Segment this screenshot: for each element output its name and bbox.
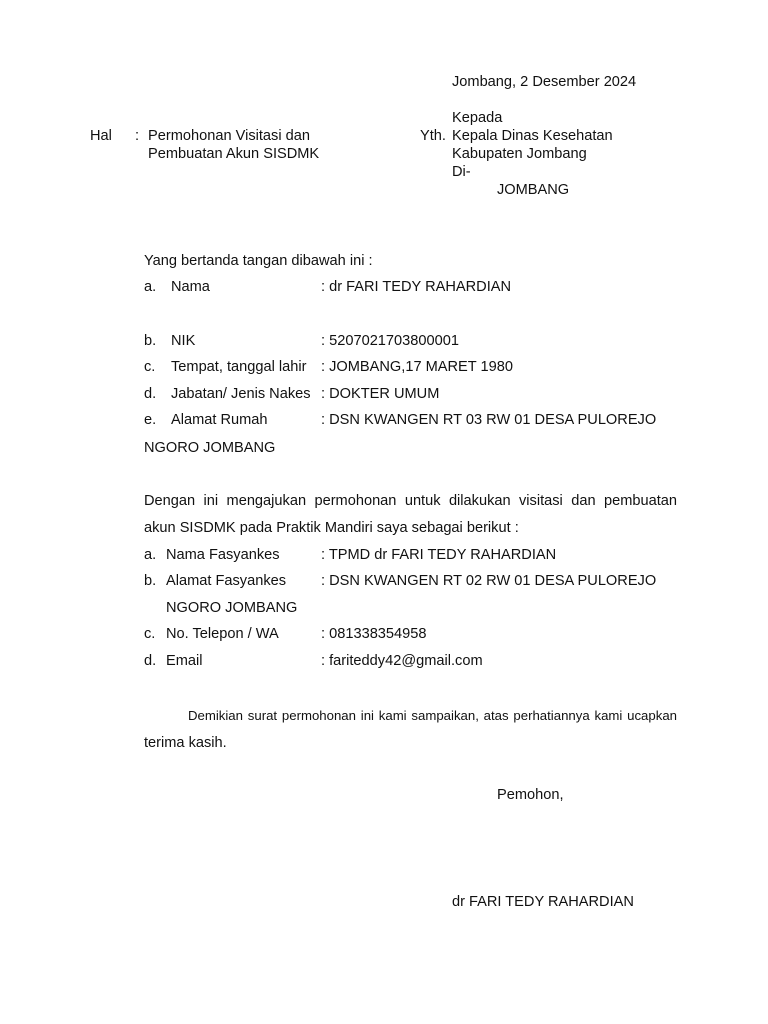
identity-item <box>144 357 684 377</box>
identity-item <box>144 410 684 430</box>
item-value: : DSN KWANGEN RT 02 RW 01 DESA PULOREJO <box>321 573 657 589</box>
recipient-line: Kepada <box>452 110 503 126</box>
item-marker: a. <box>144 547 157 563</box>
item-value: : DOKTER UMUM <box>321 386 440 402</box>
item-label: Email <box>166 653 203 669</box>
item-marker: b. <box>144 573 157 589</box>
item-marker: d. <box>144 386 157 402</box>
item-value: : dr FARI TEDY RAHARDIAN <box>321 279 512 295</box>
item-marker: c. <box>144 626 156 642</box>
item-value: : 5207021703800001 <box>321 333 459 349</box>
item-marker: c. <box>144 359 156 375</box>
subject-line-2: Pembuatan Akun SISDMK <box>148 146 320 162</box>
facility-item <box>144 651 684 671</box>
facility-address-continuation: NGORO JOMBANG <box>166 600 298 616</box>
recipient-line: Kabupaten Jombang <box>452 146 587 162</box>
item-label: Jabatan/ Jenis Nakes <box>171 386 311 402</box>
signature-name: dr FARI TEDY RAHARDIAN <box>452 894 634 910</box>
item-label: NIK <box>171 333 196 349</box>
item-label: Nama Fasyankes <box>166 547 280 563</box>
recipient-prefix: Yth. <box>420 128 446 144</box>
request-paragraph: Dengan ini mengajukan permohonan untuk dilakukan visitasi dan pembuatan akun SISDMK pada Praktik Mandiri saya sebagai berikut : <box>144 493 677 536</box>
item-label: Alamat Fasyankes <box>166 573 287 589</box>
facility-item <box>144 545 684 565</box>
item-value: : fariteddy42@gmail.com <box>321 653 483 669</box>
item-label: Alamat Rumah <box>171 412 268 428</box>
intro-text: Yang bertanda tangan dibawah ini : <box>144 253 373 269</box>
home-address-continuation: NGORO JOMBANG <box>144 440 276 456</box>
identity-item <box>144 384 684 404</box>
item-value: : 081338354958 <box>321 626 427 642</box>
subject-colon: : <box>135 128 140 144</box>
closing-thanks: terima kasih. <box>144 735 227 751</box>
recipient-city: JOMBANG <box>497 182 570 198</box>
item-value: : JOMBANG,17 MARET 1980 <box>321 359 513 375</box>
subject-line-1: Permohonan Visitasi dan <box>148 128 310 144</box>
subject-label: Hal <box>90 128 112 144</box>
place-date: Jombang, 2 Desember 2024 <box>452 74 637 90</box>
closing-paragraph <box>144 702 677 757</box>
item-label: No. Telepon / WA <box>166 626 279 642</box>
item-label: Tempat, tanggal lahir <box>171 359 307 375</box>
identity-item <box>144 331 684 351</box>
item-marker: d. <box>144 653 157 669</box>
item-value: : DSN KWANGEN RT 03 RW 01 DESA PULOREJO <box>321 412 657 428</box>
signature-label: Pemohon, <box>497 787 564 803</box>
recipient-line: Kepala Dinas Kesehatan <box>452 128 613 144</box>
item-marker: a. <box>144 279 157 295</box>
item-marker: b. <box>144 333 157 349</box>
identity-item <box>144 277 684 297</box>
closing-text: Demikian surat permohonan ini kami sampaikan, atas perhatiannya kami ucapkan <box>188 708 677 723</box>
item-label: Nama <box>171 279 210 295</box>
item-value: : TPMD dr FARI TEDY RAHARDIAN <box>321 547 557 563</box>
item-marker: e. <box>144 412 157 428</box>
recipient-line: Di- <box>452 164 471 180</box>
facility-item <box>144 624 684 644</box>
facility-item <box>144 571 684 591</box>
